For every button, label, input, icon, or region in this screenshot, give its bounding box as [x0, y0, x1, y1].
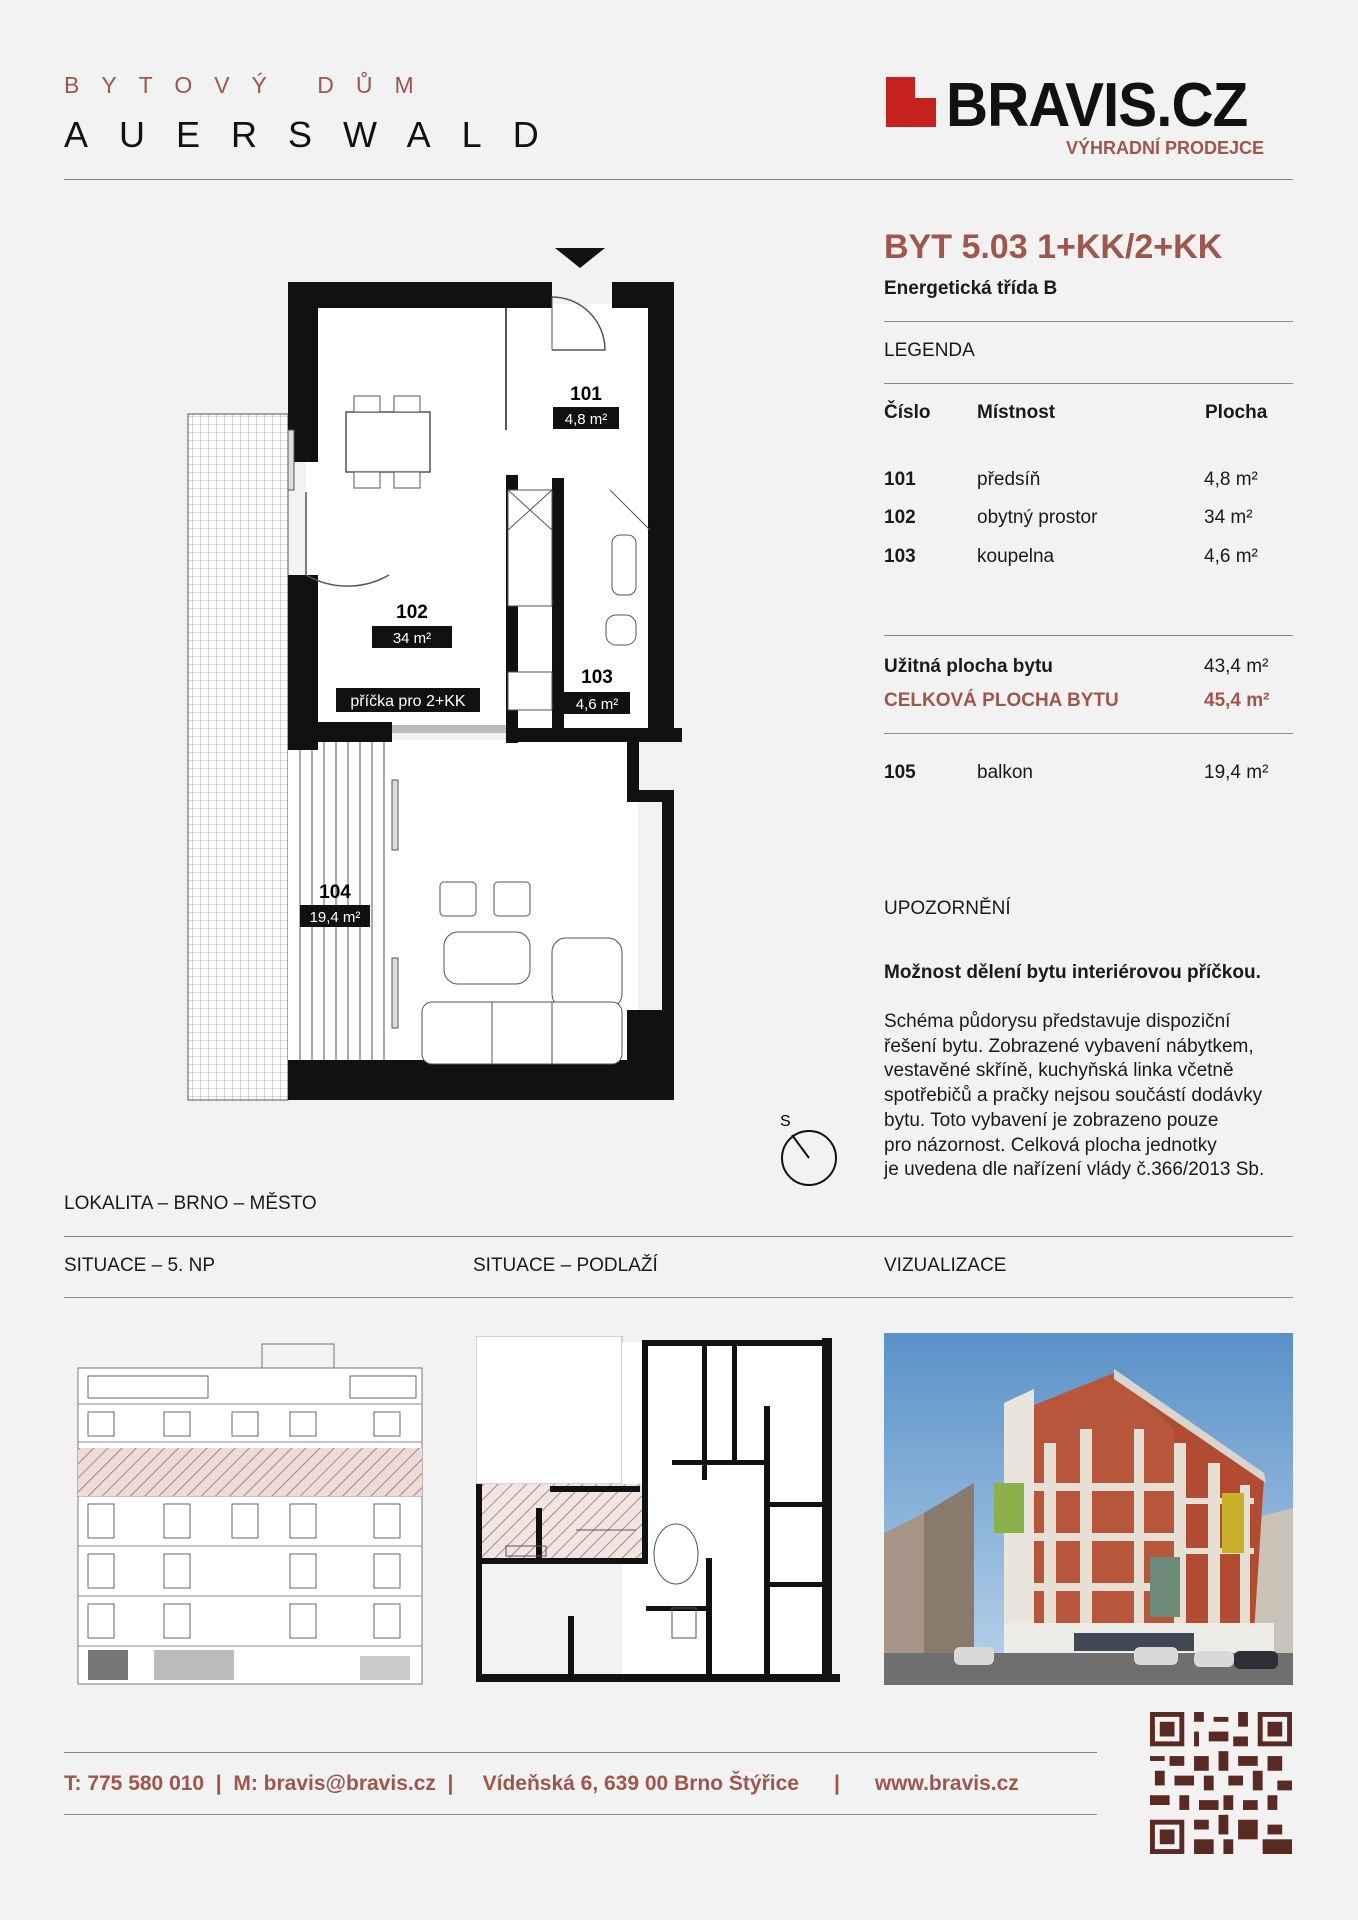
sofa: [422, 1002, 622, 1064]
entrance-arrow: [555, 248, 605, 268]
facade-elevation: [74, 1340, 426, 1686]
notice-line: vestavěné skříně, kuchyňská linka včetně: [884, 1060, 1234, 1082]
legend-row-num: 101: [884, 469, 916, 490]
legend-row-name: obytný prostor: [977, 507, 1098, 528]
balcony-tiles: [188, 414, 288, 1100]
notice-line: spotřebičů a pračky nejsou součástí dodávky: [884, 1085, 1263, 1107]
building-visualization: [884, 1333, 1293, 1685]
room-104-number: 104: [319, 882, 351, 903]
room-103-area: 4,6 m²: [575, 696, 619, 713]
room-102-area: 34 m²: [392, 630, 432, 647]
legend-row-area: 34 m²: [1204, 507, 1253, 528]
address: Vídeňská 6, 639 00 Brno Štýřice: [482, 1772, 799, 1795]
usable-area-label: Užitná plocha bytu: [884, 656, 1053, 677]
email-link[interactable]: M: bravis@bravis.cz: [233, 1772, 436, 1795]
locality-heading: LOKALITA – BRNO – MĚSTO: [64, 1193, 317, 1214]
floor-heading: SITUACE – 5. NP: [64, 1255, 215, 1276]
total-area-label: CELKOVÁ PLOCHA BYTU: [884, 690, 1119, 711]
divider: [64, 1814, 1097, 1815]
col-room: Místnost: [977, 402, 1056, 423]
legend-row-name: předsíň: [977, 469, 1041, 490]
balcony-num: 105: [884, 762, 916, 783]
basement-heading: SITUACE – PODLAŽÍ: [473, 1255, 658, 1276]
logo-mark: [886, 77, 936, 127]
notice-line: je uvedena dle nařízení vlády č.366/2013 Sb.: [884, 1159, 1265, 1181]
notice-line: bytu. Toto vybavení je zobrazeno pouze: [884, 1109, 1219, 1131]
footer-contacts: T: 775 580 010 | M: bravis@bravis.cz | Vídeňská 6, 639 00 Brno Štýřice | www.bravis.cz: [64, 1772, 1019, 1795]
kitchen-unit: [508, 490, 552, 606]
apartment-title: BYT 5.03 1+KK/2+KK: [884, 228, 1223, 266]
room-102-number: 102: [396, 602, 428, 623]
bathtub: [612, 535, 636, 595]
divider: [64, 1236, 1293, 1237]
energy-class: Energetická třída B: [884, 278, 1058, 299]
balcony-area: 19,4 m²: [1204, 762, 1269, 783]
brand-subtitle: BYTOVÝ DŮM: [64, 72, 436, 98]
room-101-area: 4,8 m²: [564, 411, 608, 428]
divider: [884, 383, 1293, 384]
notice-line: řešení bytu. Zobrazené vybavení nábytkem,: [884, 1035, 1254, 1057]
room-104-area: 19,4 m²: [309, 909, 361, 926]
visualization-heading: VIZUALIZACE: [884, 1255, 1007, 1276]
basement-plan: [476, 1336, 840, 1686]
legend-row-num: 102: [884, 507, 916, 528]
brand-title: AUERSWALD: [64, 114, 570, 155]
floor-plan: [180, 240, 700, 1150]
room-101-number: 101: [570, 384, 602, 405]
logo-text: BRAVIS.CZ: [946, 71, 1248, 140]
compass-label: S: [780, 1113, 791, 1130]
divider: [64, 1297, 1293, 1298]
toilet: [606, 615, 636, 645]
balcony-name: balkon: [977, 762, 1033, 783]
compass-icon: [770, 1112, 840, 1188]
notice-heading: UPOZORNĚNÍ: [884, 898, 1011, 919]
qr-code: [1150, 1712, 1292, 1854]
legend-row-name: koupelna: [977, 546, 1055, 567]
legend-heading: LEGENDA: [884, 340, 975, 361]
logo-tagline: VÝHRADNÍ PRODEJCE: [1066, 138, 1265, 158]
notice-line: Schéma půdorysu představuje dispoziční: [884, 1011, 1231, 1032]
legend-row-num: 103: [884, 546, 916, 567]
divider: [884, 635, 1293, 636]
total-area-value: 45,4 m²: [1204, 690, 1270, 711]
room-103-number: 103: [581, 667, 613, 688]
notice-paragraph: [884, 1010, 1314, 1183]
phone-link[interactable]: T: 775 580 010: [64, 1772, 205, 1795]
header-divider: [64, 179, 1293, 180]
partition-label: příčka pro 2+KK: [350, 693, 466, 710]
legend-row-area: 4,8 m²: [1204, 469, 1258, 490]
col-area: Plocha: [1205, 402, 1268, 423]
divider: [884, 321, 1293, 322]
divider: [884, 733, 1293, 734]
dining-table: [346, 412, 430, 472]
notice-bold: Možnost dělení bytu interiérovou příčkou.: [884, 962, 1261, 983]
usable-area-value: 43,4 m²: [1204, 656, 1269, 677]
legend-row-area: 4,6 m²: [1204, 546, 1258, 567]
notice-line: pro názornost. Celková plocha jednotky: [884, 1134, 1217, 1156]
divider: [64, 1752, 1097, 1753]
col-number: Číslo: [884, 402, 931, 423]
website-link[interactable]: www.bravis.cz: [874, 1772, 1019, 1795]
